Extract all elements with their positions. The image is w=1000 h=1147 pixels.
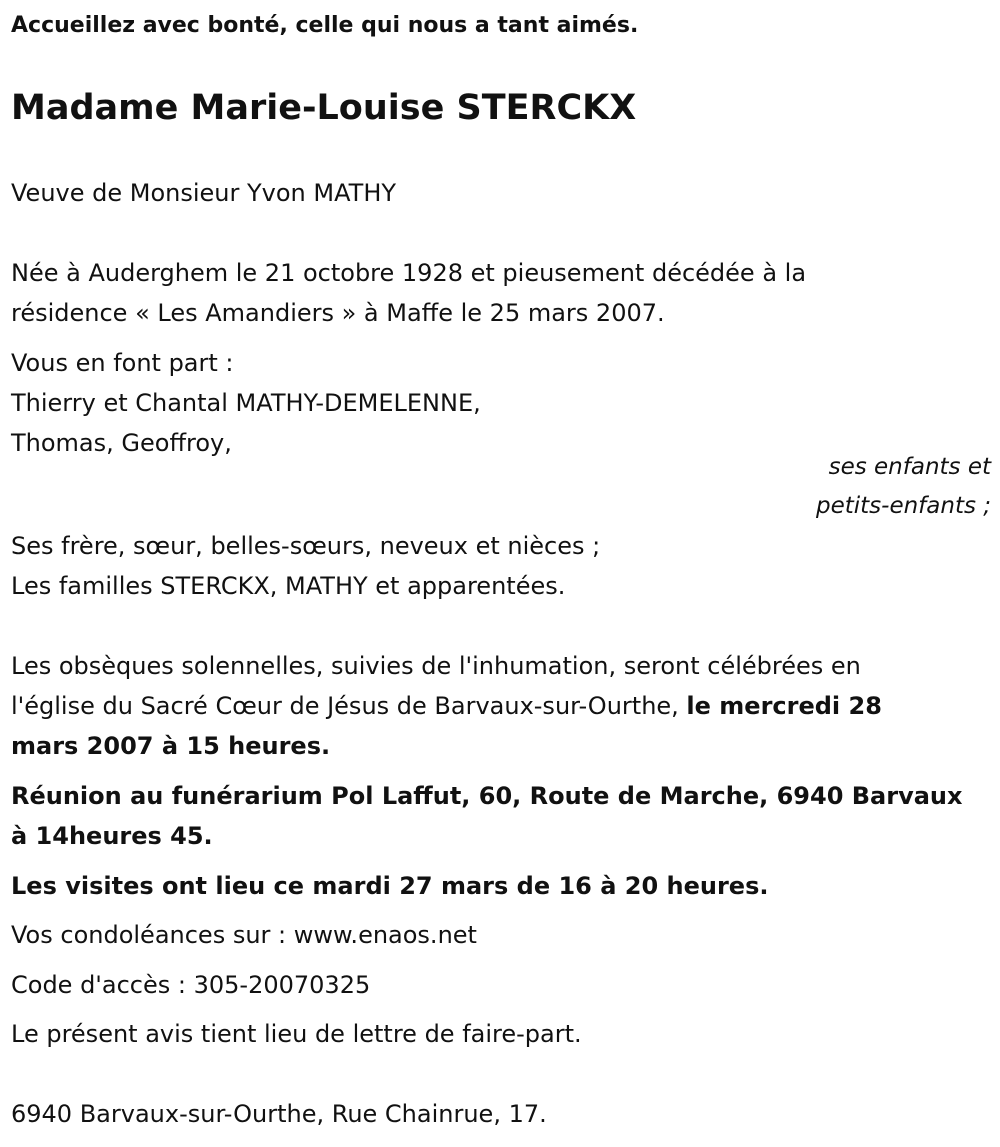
funeral-date-start: le mercredi 28 bbox=[686, 692, 882, 720]
intro-text: Accueillez avec bonté, celle qui nous a tant aimés. bbox=[11, 13, 639, 38]
deceased-name: Madame Marie-Louise STERCKX bbox=[11, 88, 637, 128]
funeral-place: l'église du Sacré Cœur de Jésus de Barvaux-sur-Ourthe, bbox=[11, 692, 687, 720]
funeral-line-2 bbox=[11, 691, 882, 721]
birth-death-line-1: Née à Auderghem le 21 octobre 1928 et pieusement décédée à la bbox=[11, 259, 807, 287]
funeral-line-1: Les obsèques solennelles, suivies de l'inhumation, seront célébrées en bbox=[11, 652, 861, 680]
address-line: 6940 Barvaux-sur-Ourthe, Rue Chainrue, 17. bbox=[11, 1100, 547, 1128]
family-line-2: Thomas, Geoffroy, bbox=[11, 429, 232, 457]
access-code-line: Code d'accès : 305-20070325 bbox=[11, 971, 371, 999]
condolences-line: Vos condoléances sur : www.enaos.net bbox=[11, 921, 477, 949]
funeral-date-end: mars 2007 à 15 heures. bbox=[11, 732, 331, 760]
reunion-line-1: Réunion au funérarium Pol Laffut, 60, Route de Marche, 6940 Barvaux bbox=[11, 782, 963, 810]
relation-line-2: petits-enfants ; bbox=[815, 493, 991, 519]
family-line-1: Thierry et Chantal MATHY-DEMELENNE, bbox=[11, 389, 481, 417]
birth-death-line-2: résidence « Les Amandiers » à Maffe le 25 mars 2007. bbox=[11, 299, 665, 327]
notice-line: Le présent avis tient lieu de lettre de faire-part. bbox=[11, 1020, 582, 1048]
relation-line-1: ses enfants et bbox=[828, 454, 991, 480]
visits-line: Les visites ont lieu ce mardi 27 mars de 16 à 20 heures. bbox=[11, 872, 769, 900]
siblings-line: Ses frère, sœur, belles-sœurs, neveux et nièces ; bbox=[11, 532, 601, 560]
announce-intro: Vous en font part : bbox=[11, 349, 234, 377]
families-line: Les familles STERCKX, MATHY et apparentées. bbox=[11, 572, 566, 600]
reunion-line-2: à 14heures 45. bbox=[11, 822, 213, 850]
widow-line: Veuve de Monsieur Yvon MATHY bbox=[11, 179, 397, 207]
